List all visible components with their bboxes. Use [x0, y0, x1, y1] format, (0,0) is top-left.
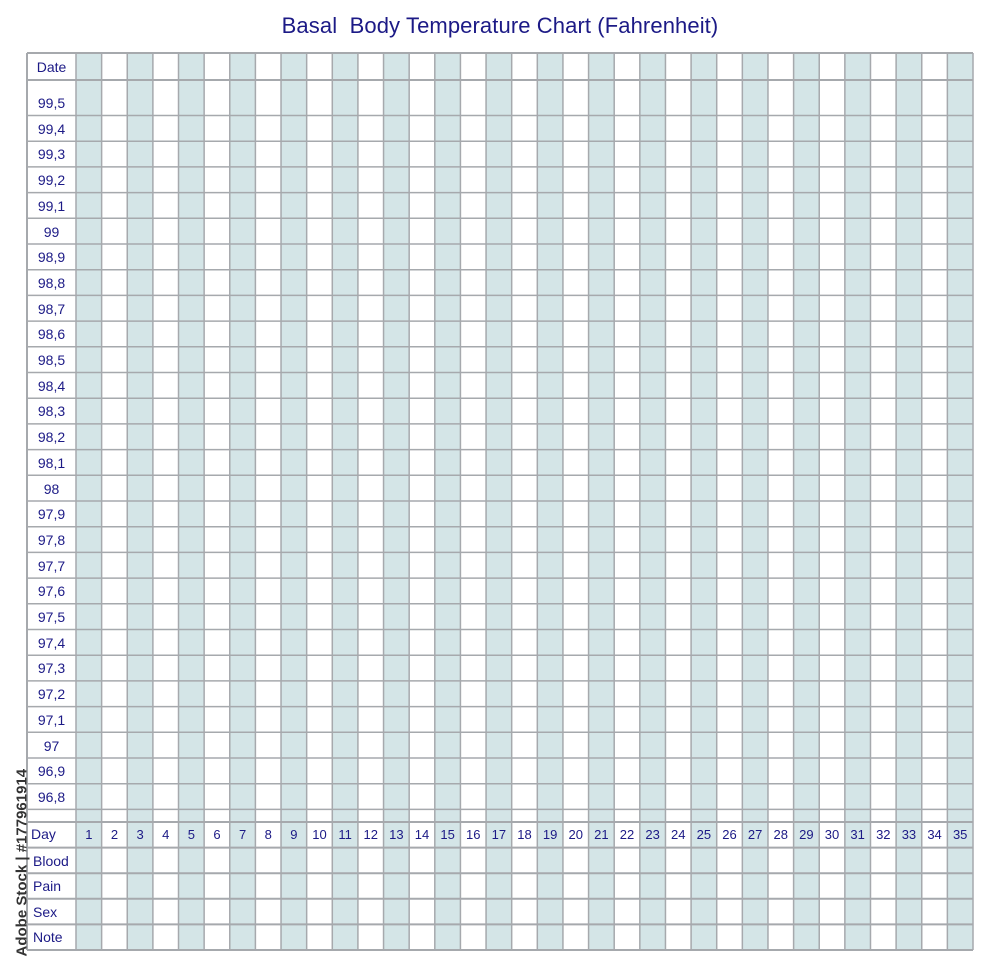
- temperature-label: 97: [43, 737, 60, 754]
- day-number: 31: [850, 827, 865, 842]
- day-number: 18: [517, 827, 532, 842]
- day-number: 20: [568, 827, 583, 842]
- day-number: 35: [952, 827, 968, 842]
- day-number: 22: [619, 827, 635, 842]
- bottom-row-label: Note: [33, 929, 63, 946]
- day-number: 6: [213, 827, 221, 842]
- day-number: 23: [645, 827, 660, 842]
- day-number: 11: [338, 827, 352, 842]
- day-row-label: Day: [31, 826, 56, 842]
- temperature-label: 98,8: [37, 274, 66, 291]
- day-number: 28: [773, 827, 789, 842]
- day-number: 1: [85, 827, 93, 842]
- temperature-label: 97,2: [37, 686, 66, 703]
- day-number: 3: [136, 827, 144, 842]
- day-number: 16: [466, 827, 481, 842]
- temperature-label: 99,5: [37, 95, 66, 111]
- day-number: 32: [876, 827, 891, 842]
- temperature-label: 98,2: [37, 429, 66, 446]
- temperature-label: 96,9: [37, 763, 66, 780]
- day-number: 24: [671, 827, 686, 842]
- day-number: 14: [414, 827, 430, 842]
- temperature-label: 98: [43, 480, 60, 497]
- day-number: 12: [363, 827, 378, 842]
- day-number: 26: [722, 827, 737, 842]
- day-number: 19: [542, 827, 558, 842]
- day-number: 10: [312, 827, 327, 842]
- temperature-label: 98,5: [37, 352, 66, 368]
- temperature-label: 99: [43, 223, 60, 240]
- bottom-row-label: Blood: [33, 852, 69, 869]
- temperature-label: 96,8: [37, 788, 66, 805]
- day-number: 15: [440, 827, 455, 842]
- day-number: 4: [162, 827, 170, 842]
- bottom-row-label: Pain: [33, 878, 62, 895]
- temperature-label: 99,3: [37, 146, 66, 163]
- temperature-label: 99,1: [37, 197, 66, 214]
- day-number: 27: [747, 827, 763, 842]
- temperature-label: 97,3: [37, 660, 66, 677]
- temperature-label: 97,5: [37, 609, 66, 625]
- temperature-label: 98,7: [37, 300, 66, 317]
- day-number: 34: [927, 827, 942, 842]
- temperature-label: 97,7: [37, 557, 66, 574]
- day-number: 25: [696, 827, 712, 842]
- day-number: 17: [491, 827, 507, 842]
- day-number: 5: [187, 827, 195, 842]
- temperature-label: 97,9: [37, 506, 66, 523]
- temperature-label: 99,4: [37, 120, 66, 137]
- day-number: 21: [594, 827, 609, 842]
- temperature-label: 98,6: [37, 326, 66, 343]
- day-number: 30: [824, 827, 840, 842]
- temperature-label: 98,1: [37, 454, 66, 471]
- temperature-label: 98,3: [37, 403, 66, 420]
- day-number: 33: [901, 827, 917, 842]
- temperature-label: 97,1: [37, 711, 66, 728]
- temperature-label: 97,6: [37, 583, 66, 600]
- day-number: 8: [264, 827, 272, 842]
- stock-watermark-id: Adobe Stock | #177961914: [13, 768, 31, 957]
- temperature-label: 98,9: [37, 249, 66, 266]
- temperature-label: 99,2: [37, 172, 66, 189]
- chart-title: Basal Body Temperature Chart (Fahrenheit): [281, 13, 719, 38]
- day-number: 13: [389, 827, 404, 842]
- day-number: 7: [238, 827, 247, 842]
- day-number: 29: [799, 827, 814, 842]
- day-number: 2: [110, 827, 119, 842]
- bottom-row-label: Sex: [33, 903, 58, 920]
- temperature-label: 98,4: [37, 377, 66, 394]
- day-number: 9: [290, 827, 298, 842]
- date-row-label: Date: [36, 59, 67, 75]
- temperature-label: 97,4: [37, 634, 66, 651]
- temperature-label: 97,8: [37, 531, 66, 548]
